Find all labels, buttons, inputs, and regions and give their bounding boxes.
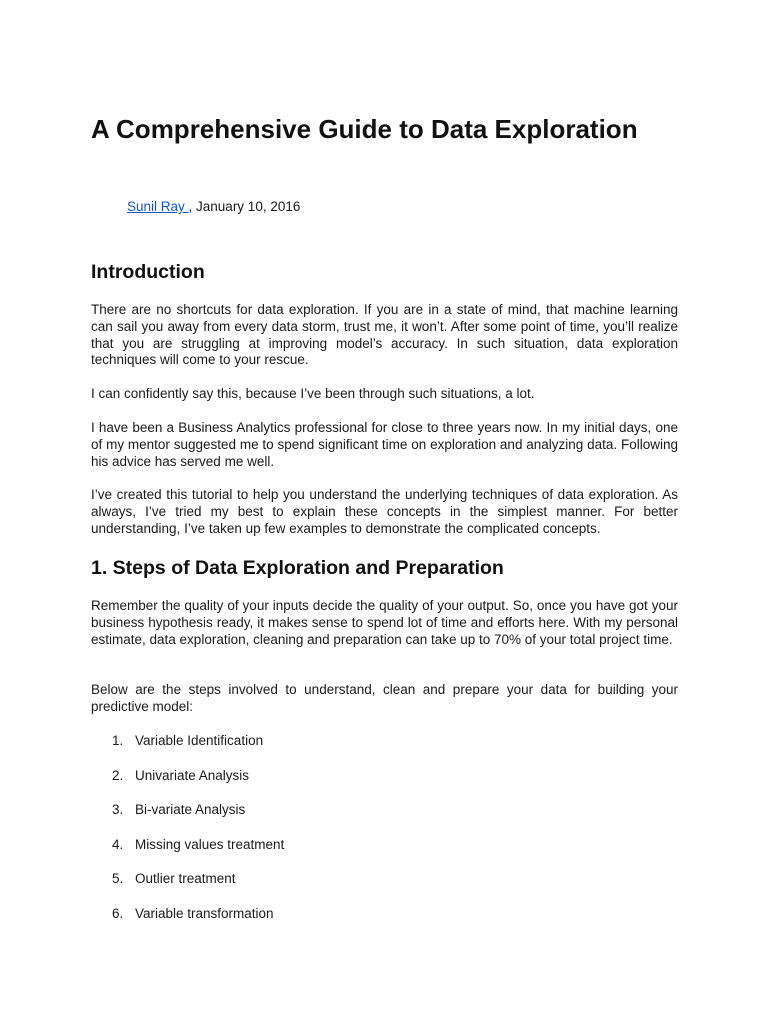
list-item-number: 6. [112, 905, 124, 921]
list-item [91, 733, 491, 768]
list-item-text: Variable Identification [135, 733, 264, 748]
article-title: A Comprehensive Guide to Data Exploration [91, 114, 638, 144]
intro-paragraph-2: I can confidently say this, because I’ve been through such situations, a lot. [91, 386, 535, 401]
list-item-number: 2. [112, 767, 124, 783]
list-item-text: Univariate Analysis [135, 767, 250, 783]
intro-paragraph-3: I have been a Business Analytics professional for close to three years now. In my initial days, one of my mentor suggested me to spend significant time on exploration and analyzing data. Following his advice has served me well. [91, 420, 678, 469]
list-item-text: Bi-variate Analysis [135, 802, 246, 817]
list-item [91, 768, 491, 803]
section-1-paragraph-2: Below are the steps involved to understand, clean and prepare your data for building your predictive model: [91, 682, 678, 714]
list-item-text: Variable transformation [135, 905, 274, 921]
section-1-heading: 1. Steps of Data Exploration and Preparation [91, 557, 504, 579]
list-item-number: 4. [112, 836, 124, 852]
list-item [91, 802, 491, 837]
author-link[interactable]: Sunil Ray [127, 199, 189, 214]
list-item [91, 837, 491, 872]
byline [127, 199, 300, 215]
list-item-number: 3. [112, 802, 124, 817]
list-item [91, 906, 491, 941]
section-1-paragraph-1: Remember the quality of your inputs decide the quality of your output. So, once you have got your business hypothesis ready, it makes sense to spend lot of time and efforts here. With my personal estimate, data exploration, cleaning and preparation can take up to 70% of your total project time. [91, 598, 678, 647]
list-item-number: 5. [112, 871, 124, 886]
list-item-text: Outlier treatment [135, 871, 236, 886]
list-item [91, 871, 491, 906]
intro-paragraph-4: I’ve created this tutorial to help you understand the underlying techniques of data exploration. As always, I’ve tried my best to explain these concepts in the simplest manner. For better understanding, I’ve taken up few examples to demonstrate the complicated concepts. [91, 487, 678, 536]
publish-date: , January 10, 2016 [188, 199, 301, 214]
intro-paragraph-1: There are no shortcuts for data exploration. If you are in a state of mind, that machine learning can sail you away from every data storm, trust me, it won’t. After some point of time, you’ll realize that you are struggling at improving model’s accuracy. In such situation, data exploration techniques will come to your rescue. [91, 302, 678, 368]
intro-heading: Introduction [91, 261, 205, 283]
list-item-text: Missing values treatment [135, 836, 285, 852]
steps-list [91, 733, 491, 940]
list-item-number: 1. [112, 733, 124, 748]
